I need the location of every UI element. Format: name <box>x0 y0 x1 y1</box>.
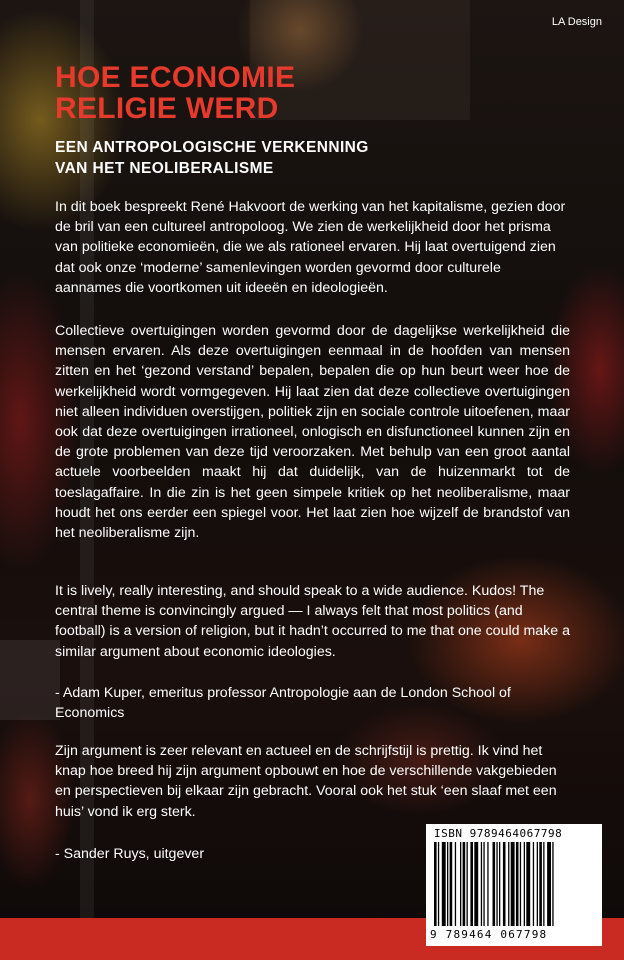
barcode-bar <box>438 842 439 926</box>
barcode-bar <box>460 842 461 926</box>
barcode-bar <box>520 842 521 926</box>
book-subtitle <box>55 137 369 179</box>
barcode-bar <box>539 842 542 926</box>
barcode-bar <box>547 842 551 926</box>
barcode-bar <box>474 842 478 926</box>
barcode-bar <box>537 842 538 926</box>
quote-text: It is lively, really interesting, and should speak to a wide audience. Kudos! The central theme is convincingly argued — I always felt that most politics (and football) is a version of religion, but it hadn’t occurred to me that one could make a similar argument about economic ideologies. <box>55 583 570 660</box>
isbn-barcode <box>426 824 602 946</box>
barcode-bar <box>487 842 488 926</box>
barcode-bar <box>499 842 500 926</box>
barcode-bar <box>543 842 544 926</box>
barcode-bar <box>493 842 496 926</box>
review-quote-2 <box>55 741 570 822</box>
barcode-bar <box>481 842 482 926</box>
barcode-bar <box>483 842 484 926</box>
barcode-bars <box>434 842 594 926</box>
background-photo-detail <box>0 640 60 720</box>
isbn-label: ISBN 9789464067798 <box>434 827 563 840</box>
attribution-text: - Adam Kuper, emeritus professor Antropologie aan de London School of Economics <box>55 685 511 722</box>
barcode-bar <box>511 842 515 926</box>
barcode-bar <box>434 842 437 926</box>
barcode-digits: 9 789464 067798 <box>430 928 548 941</box>
review-attribution-1 <box>55 683 570 723</box>
design-credit: LA Design <box>551 16 602 28</box>
barcode-bar <box>455 842 456 926</box>
subtitle-line-2: VAN HET NEOLIBERALISME <box>55 160 274 177</box>
title-line-2: RELIGIE WERD <box>55 92 279 125</box>
review-quote-1 <box>55 581 570 662</box>
barcode-bar <box>450 842 453 926</box>
blurb-text: Collectieve overtuigingen worden gevormd door de dagelijkse werkelijkheid die mensen ervaren. Als deze overtuigingen eenmaal in de hoofden van mensen zitten en het ‘gezond verstand’ bepalen, bepalen die op hun beurt weer hoe de werkelijkheid wordt vormgegeven. Hij laat zien dat deze collectieve overtuigingen niet alleen individuen overstijgen, politiek zijn en sociale controle uitoefenen, maar ook dat deze overtuigingen irrationeel, onlogisch en disfunctioneel kunnen zijn en de grote problemen van deze tijd veroorzaken. Met behulp van een groot aantal actuele voorbeelden maakt hij dat duidelijk, van de huizenmarkt tot de toeslagaffaire. In die zin is het geen simpele kritiek op het neoliberalisme, maar houdt het ons eerder een spiegel voor. Het laat zien hoe wijzelf de brandstof van het neoliberalisme zijn. <box>55 323 571 542</box>
barcode-bar <box>516 842 519 926</box>
barcode-bar <box>526 842 530 926</box>
barcode-bar <box>552 842 553 926</box>
title-line-1: HOE ECONOMIE <box>55 61 296 94</box>
barcode-bar <box>447 842 448 926</box>
barcode-bar <box>442 842 446 926</box>
blurb-paragraph-1 <box>55 197 570 298</box>
barcode-bar <box>496 842 497 926</box>
attribution-text: - Sander Ruys, uitgever <box>55 846 205 862</box>
blurb-paragraph-2 <box>55 321 570 543</box>
barcode-bar <box>470 842 473 926</box>
barcode-bar <box>524 842 525 926</box>
barcode-bar <box>503 842 506 926</box>
barcode-bar <box>463 842 466 926</box>
quote-text: Zijn argument is zeer relevant en actueel en de schrijfstijl is prettig. Ik vind het knap hoe breed hij zijn argument opbouwt en hoe de verschillende vakgebieden en perspectieven bij elkaar zijn gebracht. Vooral ook het stuk ‘een slaaf met een huis’ vond ik erg sterk. <box>55 743 557 820</box>
blurb-text: In dit boek bespreekt René Hakvoort de werking van het kapitalisme, gezien door de bril van een cultureel antropoloog. We zien de werkelijkheid door het prisma van politieke economieën, die we als rationeel ervaren. Hij laat overtuigend zien dat ook onze ‘moderne’ samenlevingen worden gevormd door culturele aannames die voortkomen uit ideeën en ideologieën. <box>55 199 566 296</box>
barcode-bar <box>533 842 534 926</box>
book-title <box>55 62 295 124</box>
barcode-bar <box>467 842 468 926</box>
barcode-bar <box>508 842 509 926</box>
subtitle-line-1: EEN ANTROPOLOGISCHE VERKENNING <box>55 139 369 156</box>
